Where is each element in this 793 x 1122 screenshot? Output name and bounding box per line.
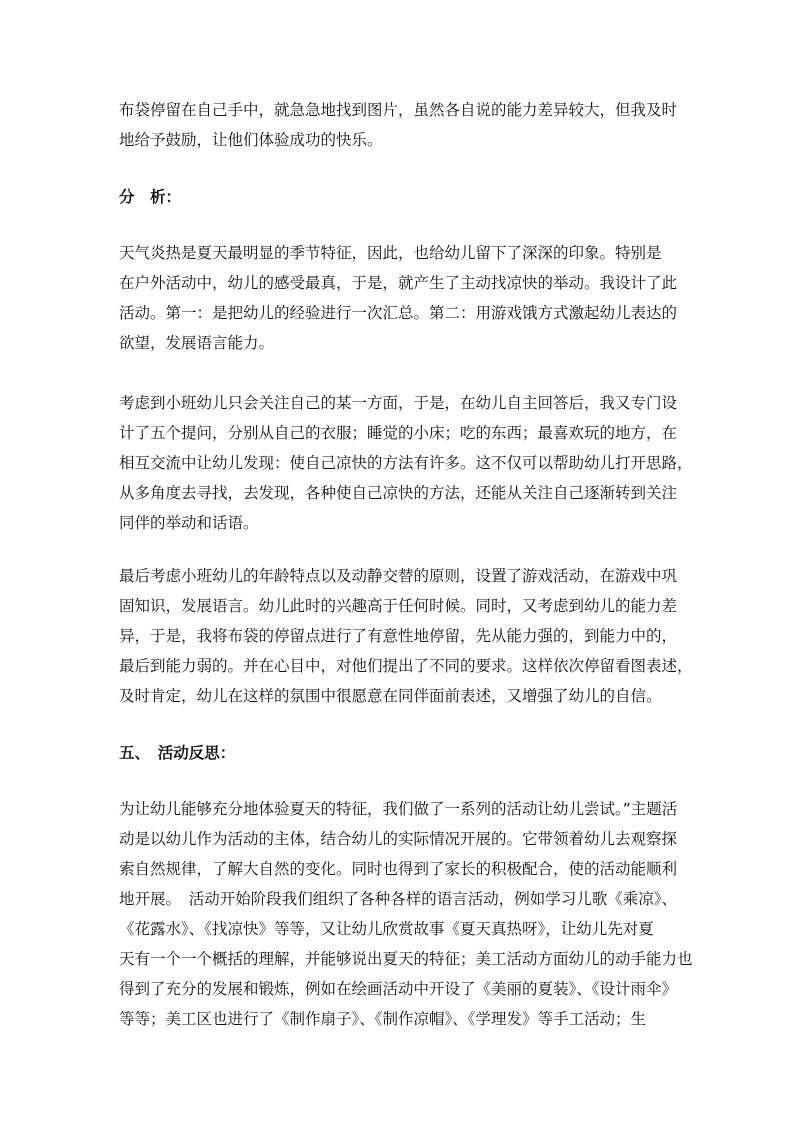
paragraph-4-line-3: 异，于是，我将布袋的停留点进行了有意性地停留，先从能力强的，到能力中的， [119, 627, 678, 645]
paragraph-5-line-1: 为让幼儿能够充分地体验夏天的特征，我们做了一系列的活动让幼儿尝试。”主题活 [119, 800, 678, 818]
paragraph-3-line-3: 相互交流中让幼儿发现：使自己凉快的方法有许多。这不仅可以帮助幼儿打开思路， [119, 454, 693, 472]
paragraph-1-line-2: 地给予鼓励，让他们体验成功的快乐。 [119, 131, 383, 149]
paragraph-5-line-5: 《花露水》、《找凉快》等等，又让幼儿欣赏故事《夏天真热呀》，让幼儿先对夏 [119, 920, 654, 938]
paragraph-4-line-2: 固知识，发展语言。幼儿此时的兴趣高于任何时候。同时，又考虑到幼儿的能力差 [119, 597, 678, 615]
paragraph-5-line-8: 等等；美工区也进行了《制作扇子》、《制作凉帽》、《学理发》等手工活动；生 [119, 1010, 647, 1028]
paragraph-3-line-1: 考虑到小班幼儿只会关注自己的某一方面，于是，在幼儿自主回答后，我又专门设 [119, 394, 678, 412]
paragraph-4-line-5: 及时肯定，幼儿在这样的氛围中很愿意在同伴面前表述，又增强了幼儿的自信。 [119, 687, 662, 705]
paragraph-5-line-4: 地开展。 活动开始阶段我们组织了各种各样的语言活动，例如学习儿歌《乘凉》、 [119, 890, 678, 908]
paragraph-3-line-2: 计了五个提问，分别从自己的衣服；睡觉的小床；吃的东西；最喜欢玩的地方，在 [119, 424, 678, 442]
paragraph-5-line-3: 索自然规律，了解大自然的变化。同时也得到了家长的积极配合，使的活动能顺利 [119, 860, 678, 878]
paragraph-4-line-4: 最后到能力弱的。并在心目中，对他们提出了不同的要求。这样依次停留看图表述， [119, 657, 693, 675]
paragraph-4-line-1: 最后考虑小班幼儿的年龄特点以及动静交替的原则，设置了游戏活动，在游戏中巩 [119, 567, 678, 585]
paragraph-2-line-4: 欲望，发展语言能力。 [119, 334, 275, 352]
paragraph-5-line-6: 天有一个一个概括的理解，并能够说出夏天的特征；美工活动方面幼儿的动手能力也 [119, 950, 693, 968]
paragraph-2-line-2: 在户外活动中，幼儿的感受最真，于是，就产生了主动找凉快的举动。我设计了此 [119, 274, 678, 292]
paragraph-5-line-7: 得到了充分的发展和锻炼，例如在绘画活动中开设了《美丽的夏装》、《设计雨伞》 [119, 980, 678, 998]
paragraph-3-line-4: 从多角度去寻找，去发现，各种使自己凉快的方法，还能从关注自己逐渐转到关注 [119, 484, 678, 502]
paragraph-3-line-5: 同伴的举动和话语。 [119, 514, 259, 532]
paragraph-2-line-3: 活动。第一：是把幼儿的经验进行一次汇总。第二：用游戏饿方式激起幼儿表达的 [119, 304, 678, 322]
paragraph-5-line-2: 动是以幼儿作为活动的主体，结合幼儿的实际情况开展的。它带领着幼儿去观察探 [119, 830, 678, 848]
heading-reflection: 五、 活动反思： [119, 744, 236, 762]
paragraph-1-line-1: 布袋停留在自己手中，就急急地找到图片，虽然各自说的能力差异较大，但我及时 [119, 101, 678, 119]
heading-analysis: 分 析： [119, 188, 182, 206]
paragraph-2-line-1: 天气炎热是夏天最明显的季节特征，因此，也给幼儿留下了深深的印象。特别是 [119, 244, 662, 262]
